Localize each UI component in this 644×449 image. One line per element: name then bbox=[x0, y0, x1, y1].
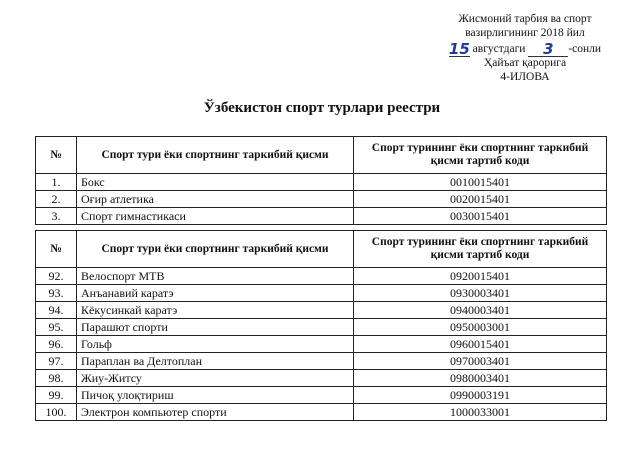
header-name: Спорт тури ёки спортнинг таркибий қисми bbox=[77, 137, 354, 174]
row-code: 0950003001 bbox=[354, 319, 607, 336]
table-row bbox=[36, 285, 607, 302]
table-row bbox=[36, 353, 607, 370]
row-code: 0030015401 bbox=[354, 208, 607, 225]
row-sport-name: Электрон компьютер спорти bbox=[77, 404, 354, 421]
row-code: 1000033001 bbox=[354, 404, 607, 421]
header-name: Спорт тури ёки спортнинг таркибий қисми bbox=[77, 231, 354, 268]
row-code: 0980003401 bbox=[354, 370, 607, 387]
row-code: 0920015401 bbox=[354, 268, 607, 285]
table-row bbox=[36, 404, 607, 421]
registry-table-second bbox=[35, 230, 607, 421]
header-line-3-end: -сонли bbox=[568, 43, 602, 55]
table-row bbox=[36, 191, 607, 208]
table-row bbox=[36, 268, 607, 285]
header-num: № bbox=[36, 137, 77, 174]
row-sport-name: Парашют спорти bbox=[77, 319, 354, 336]
row-code: 0020015401 bbox=[354, 191, 607, 208]
table-row bbox=[36, 370, 607, 387]
row-num: 1. bbox=[36, 174, 77, 191]
row-code: 0960015401 bbox=[354, 336, 607, 353]
row-num: 2. bbox=[36, 191, 77, 208]
row-num: 97. bbox=[36, 353, 77, 370]
table-row bbox=[36, 336, 607, 353]
row-code: 0930003401 bbox=[354, 285, 607, 302]
header-line-4: Ҳайъат қарорига bbox=[483, 57, 567, 69]
row-sport-name: Гольф bbox=[77, 336, 354, 353]
row-num: 98. bbox=[36, 370, 77, 387]
header-line-1: Жисмоний тарбия ва спорт bbox=[458, 13, 592, 25]
table-row bbox=[36, 387, 607, 404]
row-num: 95. bbox=[36, 319, 77, 336]
header-line-5: 4-ИЛОВА bbox=[500, 71, 550, 83]
document-title: Ўзбекистон спорт турлари реестри bbox=[203, 100, 441, 116]
header-line-3 bbox=[420, 40, 630, 56]
row-num: 93. bbox=[36, 285, 77, 302]
row-code: 0010015401 bbox=[354, 174, 607, 191]
table-row bbox=[36, 302, 607, 319]
handwritten-number: 3 bbox=[528, 42, 568, 57]
approval-stamp-text bbox=[420, 12, 630, 84]
row-sport-name: Анъанавий каратэ bbox=[77, 285, 354, 302]
row-sport-name: Спорт гимнастикаси bbox=[77, 208, 354, 225]
row-sport-name: Жиу-Житсу bbox=[77, 370, 354, 387]
row-sport-name: Оғир атлетика bbox=[77, 191, 354, 208]
row-sport-name: Бокс bbox=[77, 174, 354, 191]
row-code: 0970003401 bbox=[354, 353, 607, 370]
table-row bbox=[36, 319, 607, 336]
row-num: 99. bbox=[36, 387, 77, 404]
row-num: 96. bbox=[36, 336, 77, 353]
row-code: 0990003191 bbox=[354, 387, 607, 404]
row-sport-name: Параплан ва Делтоплан bbox=[77, 353, 354, 370]
row-sport-name: Пичоқ улоқтириш bbox=[77, 387, 354, 404]
row-num: 92. bbox=[36, 268, 77, 285]
table-header-row bbox=[36, 231, 607, 268]
table-header-row bbox=[36, 137, 607, 174]
table-row bbox=[36, 208, 607, 225]
handwritten-day: 15 bbox=[448, 40, 470, 58]
header-line-2: вазирлигининг 2018 йил bbox=[465, 27, 585, 39]
header-num: № bbox=[36, 231, 77, 268]
row-num: 94. bbox=[36, 302, 77, 319]
row-code: 0940003401 bbox=[354, 302, 607, 319]
registry-table-first bbox=[35, 136, 607, 225]
table-row bbox=[36, 174, 607, 191]
header-code: Спорт турининг ёки спортнинг таркибий қисми тартиб коди bbox=[354, 137, 607, 174]
header-code: Спорт турининг ёки спортнинг таркибий қисми тартиб коди bbox=[354, 231, 607, 268]
row-sport-name: Велоспорт МТВ bbox=[77, 268, 354, 285]
row-num: 100. bbox=[36, 404, 77, 421]
row-sport-name: Кёкусинкай каратэ bbox=[77, 302, 354, 319]
header-line-3-mid: августдаги bbox=[472, 43, 526, 55]
row-num: 3. bbox=[36, 208, 77, 225]
